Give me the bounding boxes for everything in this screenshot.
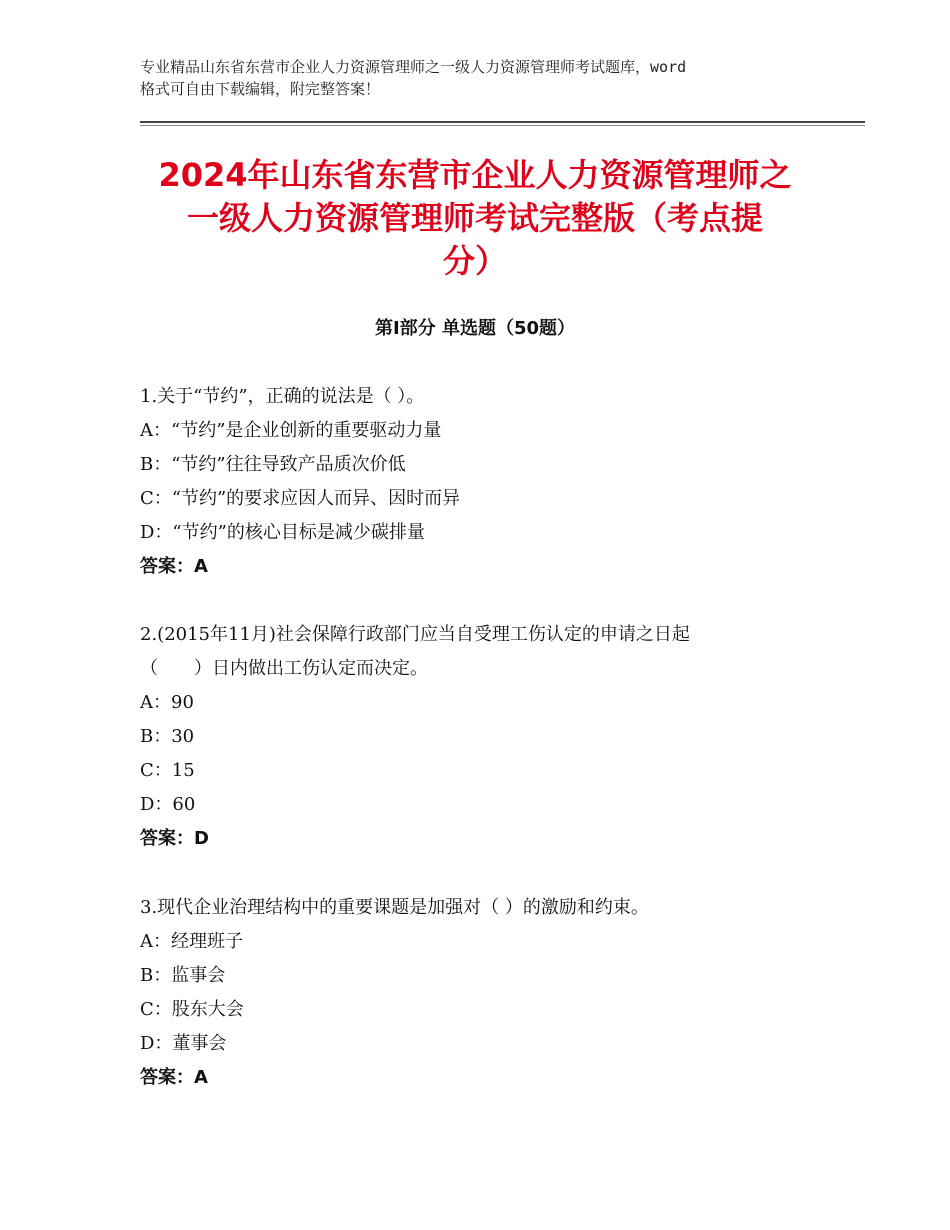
option-a: A：“节约”是企业创新的重要驱动力量 — [140, 420, 442, 441]
option-c: C：“节约”的要求应因人而异、因时而异 — [140, 488, 461, 509]
answer: 答案：A — [140, 1067, 208, 1088]
document-title-line: 2024年山东省东营市企业人力资源管理师之 — [158, 156, 792, 194]
option-d: D：“节约”的核心目标是减少碳排量 — [140, 522, 425, 543]
option-d: D：董事会 — [140, 1033, 227, 1054]
option-c: C：股东大会 — [140, 999, 244, 1020]
answer: 答案：A — [140, 556, 208, 577]
document-title — [130, 154, 820, 283]
option-b: B：30 — [140, 726, 195, 747]
option-a: A：90 — [140, 692, 194, 713]
option-a: A：经理班子 — [140, 931, 243, 952]
header-note — [140, 56, 830, 100]
question-3 — [140, 891, 840, 1095]
option-c: C：15 — [140, 760, 195, 781]
option-b: B：监事会 — [140, 965, 226, 986]
question-stem: 1.关于“节约”，正确的说法是（ ）。 — [140, 386, 425, 407]
header-divider — [140, 121, 865, 123]
option-d: D：60 — [140, 794, 196, 815]
answer: 答案：D — [140, 828, 209, 849]
header-note-line: 专业精品山东省东营市企业人力资源管理师之一级人力资源管理师考试题库，word — [140, 58, 687, 76]
question-1 — [140, 380, 840, 584]
header-note-line: 格式可自由下载编辑，附完整答案！ — [140, 80, 381, 98]
option-b: B：“节约”往往导致产品质次价低 — [140, 454, 406, 475]
question-2 — [140, 618, 840, 856]
section-heading: 第Ⅰ部分 单选题（50题） — [374, 318, 575, 339]
document-title-line: 分） — [442, 242, 507, 280]
question-stem: 3.现代企业治理结构中的重要课题是加强对（ ）的激励和约束。 — [140, 897, 649, 918]
document-title-line: 一级人力资源管理师考试完整版（考点提 — [186, 199, 763, 237]
question-stem: 2.(2015年11月)社会保障行政部门应当自受理工伤认定的申请之日起 — [140, 624, 690, 645]
header-divider-thin — [140, 125, 865, 126]
question-stem-continued: （ ）日内做出工伤认定而决定。 — [140, 658, 428, 679]
